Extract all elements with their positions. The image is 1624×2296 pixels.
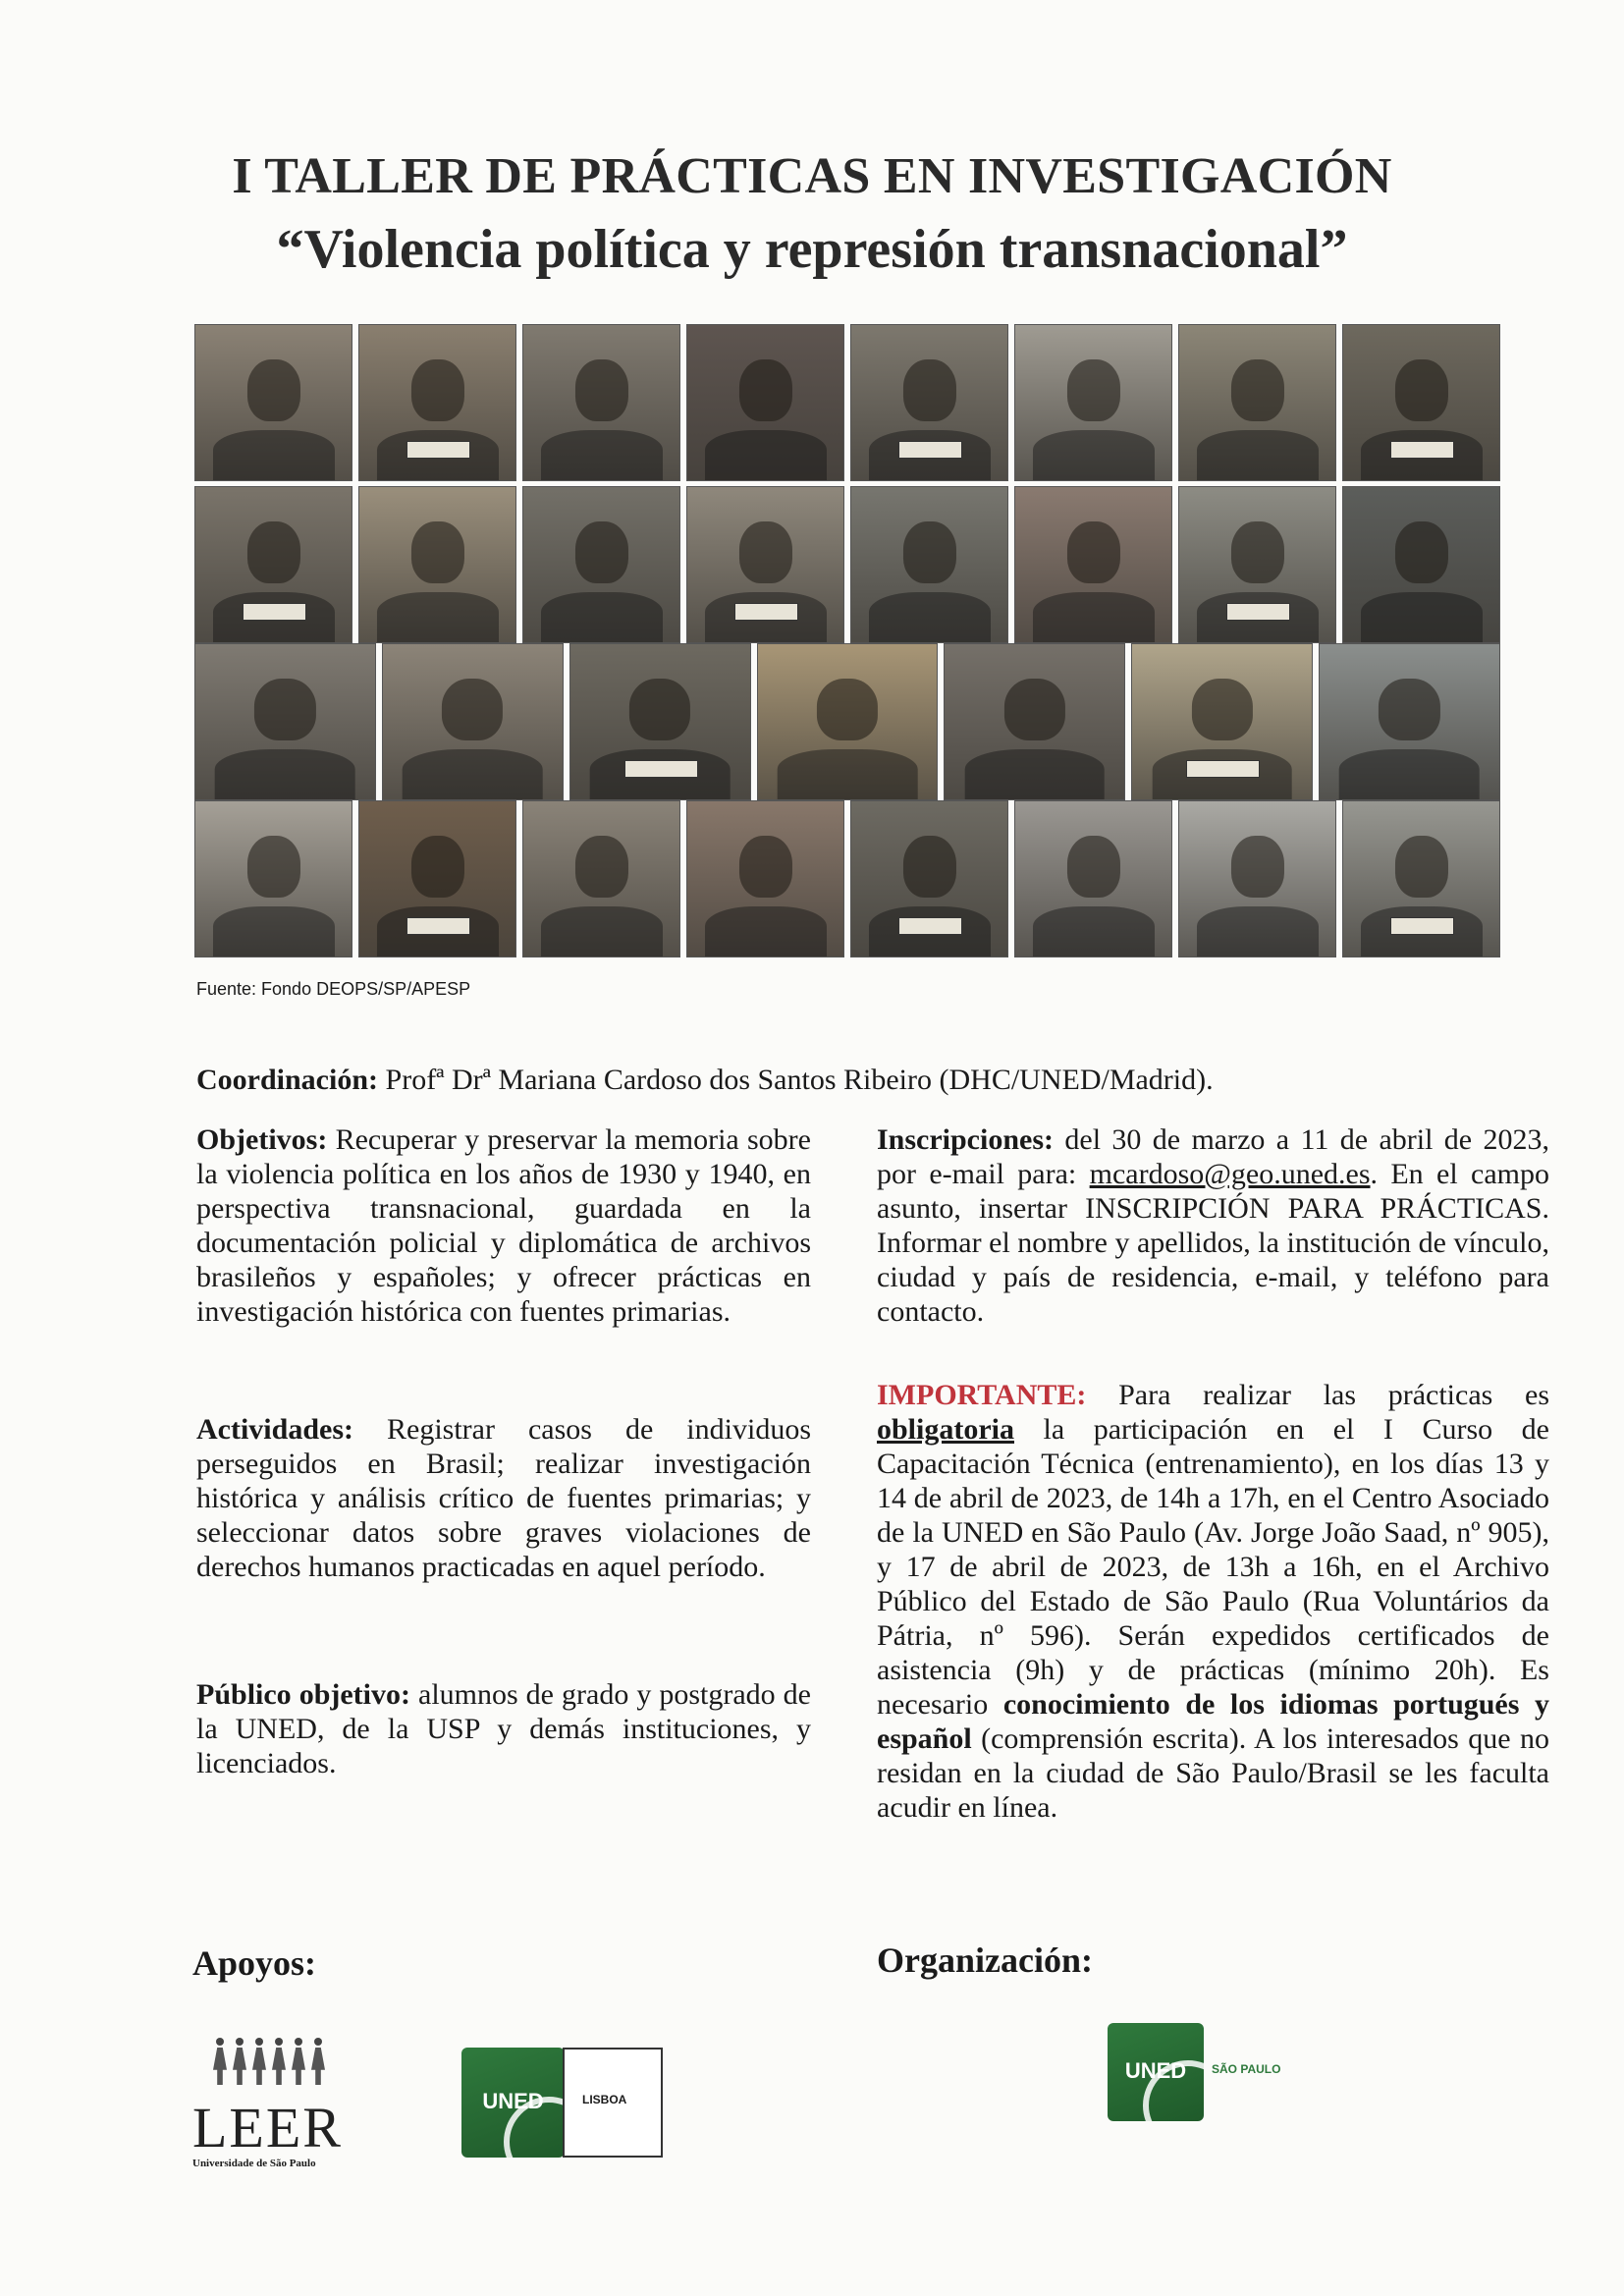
leer-figures-icon <box>212 2038 379 2092</box>
mugshot-photo <box>850 800 1008 957</box>
photo-row <box>194 324 1500 481</box>
inscripciones-text: del 30 de marzo a 11 de abril de 2023, por e-mail para: <box>877 1123 1549 1190</box>
email-link[interactable]: mcardoso@geo.uned.es <box>1089 1158 1371 1190</box>
objetivos-label: Objetivos: <box>196 1123 328 1156</box>
title-line-2: “Violencia política y represión transnacional” <box>276 219 1348 280</box>
mugshot-photo <box>686 324 844 481</box>
mugshot-photo <box>1342 486 1500 643</box>
mugshot-photo <box>522 800 680 957</box>
actividades-text: Registrar casos de individuos perseguidos en Brasil; realizar investigación histórica y análisis crítico de fuentes primarias; y seleccionar datos sobre graves violaciones de derechos humanos practicadas en aquel período. <box>196 1413 811 1583</box>
mugshot-photo <box>686 486 844 643</box>
lisboa-tag: LISBOA <box>582 2093 627 2106</box>
sao-paulo-tag: SÃO PAULO <box>1212 2062 1281 2076</box>
uned-lisboa-mark <box>461 2048 565 2158</box>
mugshot-photo <box>569 643 751 800</box>
uned-sao-paulo-mark <box>1108 2023 1204 2121</box>
mugshot-photo <box>358 486 516 643</box>
leer-logo-subtitle: Universidade de São Paulo <box>192 2158 316 2169</box>
mugshot-photo <box>1319 643 1500 800</box>
mugshot-photo <box>1014 800 1172 957</box>
importante-text-c: (comprensión escrita). A los interesados que no residan en la ciudad de São Paulo/Brasil se les faculta acudir en línea. <box>877 1722 1549 1824</box>
coordination-paragraph <box>196 1063 1473 1097</box>
mugshot-photo <box>358 800 516 957</box>
objetivos-text: Recuperar y preservar la memoria sobre la violencia política en los años de 1930 y 1940, en perspectiva transnacional, guardada en la documentación policial y diplomática de archivos brasileños y españoles; y ofrecer prácticas en investigación histórica con fuentes primarias. <box>196 1123 811 1328</box>
coordination-text: Profª Drª Mariana Cardoso dos Santos Ribeiro (DHC/UNED/Madrid). <box>378 1064 1214 1096</box>
photo-row <box>194 800 1500 957</box>
mugshot-photo <box>358 324 516 481</box>
mugshot-photo <box>194 486 352 643</box>
uned-sao-paulo-logo <box>1108 2023 1324 2121</box>
publico-label: Público objetivo: <box>196 1678 410 1711</box>
lisboa-box <box>563 2048 663 2158</box>
mugshot-photo <box>1178 324 1336 481</box>
mugshot-photo <box>1014 324 1172 481</box>
photo-source-caption: Fuente: Fondo DEOPS/SP/APESP <box>196 979 471 999</box>
title-line-1: I TALLER DE PRÁCTICAS EN INVESTIGACIÓN <box>232 148 1392 204</box>
uned-lisboa-word: UNED <box>482 2089 544 2113</box>
mugshot-photo <box>850 486 1008 643</box>
apoyos-heading: Apoyos: <box>192 1943 317 1983</box>
objetivos-paragraph <box>196 1122 811 1329</box>
publico-paragraph <box>196 1677 811 1780</box>
mugshot-photo <box>1131 643 1313 800</box>
publico-text: alumnos de grado y postgrado de la UNED, de la USP y demás instituciones, y licenciados. <box>196 1678 811 1779</box>
leer-logo <box>192 2038 389 2175</box>
mugshot-photo <box>194 643 376 800</box>
mugshot-photo <box>757 643 939 800</box>
mugshot-photo <box>1342 324 1500 481</box>
mugshot-photo <box>686 800 844 957</box>
mugshot-photo <box>194 800 352 957</box>
mugshot-photo <box>850 324 1008 481</box>
mugshot-photo <box>1342 800 1500 957</box>
mugshot-photo <box>382 643 564 800</box>
importante-text-b: la participación en el I Curso de Capacitación Técnica (entrenamiento), en los días 13 y 14 de abril de 2023, de 14h a 17h, en el Centro Asociado de la UNED en São Paulo (Av. Jorge João Saad, nº 905), y 17 de abril de 2023, de 13h a 16h, en el Archivo Público del Estado de São Paulo (Rua Voluntários da Pátria, nº 596). Serán expedidos certificados de asistencia (9h) y de prácticas (mínimo 20h). Es necesario <box>877 1413 1549 1721</box>
inscripciones-text-after: . En el campo asunto, insertar INSCRIPCIÓN PARA PRÁCTICAS. Informar el nombre y apellidos, la institución de vínculo, ciudad y país de residencia, e-mail, y teléfono para contacto. <box>877 1158 1549 1328</box>
actividades-paragraph <box>196 1412 811 1584</box>
mugshot-photo <box>1014 486 1172 643</box>
coordination-label: Coordinación: <box>196 1064 379 1096</box>
mugshot-photo <box>1178 800 1336 957</box>
importante-paragraph <box>877 1378 1549 1825</box>
mugshot-photo <box>1178 486 1336 643</box>
idiomas-requirement: conocimiento de los idiomas portugués y español <box>877 1688 1549 1755</box>
importante-text-a: Para realizar las prácticas es <box>1086 1379 1549 1411</box>
inscripciones-paragraph <box>877 1122 1549 1329</box>
mugshot-photo <box>522 486 680 643</box>
obligatoria-word: obligatoria <box>877 1413 1014 1446</box>
photo-row <box>194 486 1500 643</box>
inscripciones-label: Inscripciones: <box>877 1123 1054 1156</box>
actividades-label: Actividades: <box>196 1413 353 1446</box>
organizacion-heading: Organización: <box>877 1941 1093 1980</box>
importante-label: IMPORTANTE: <box>877 1379 1087 1411</box>
uned-lisboa-logo <box>461 2048 668 2158</box>
leer-logo-word: LEER <box>192 2096 343 2159</box>
mugshot-photo <box>944 643 1125 800</box>
uned-sao-paulo-word: UNED <box>1124 2058 1187 2083</box>
photo-row <box>194 643 1500 800</box>
mugshot-photo <box>194 324 352 481</box>
mugshot-photo <box>522 324 680 481</box>
